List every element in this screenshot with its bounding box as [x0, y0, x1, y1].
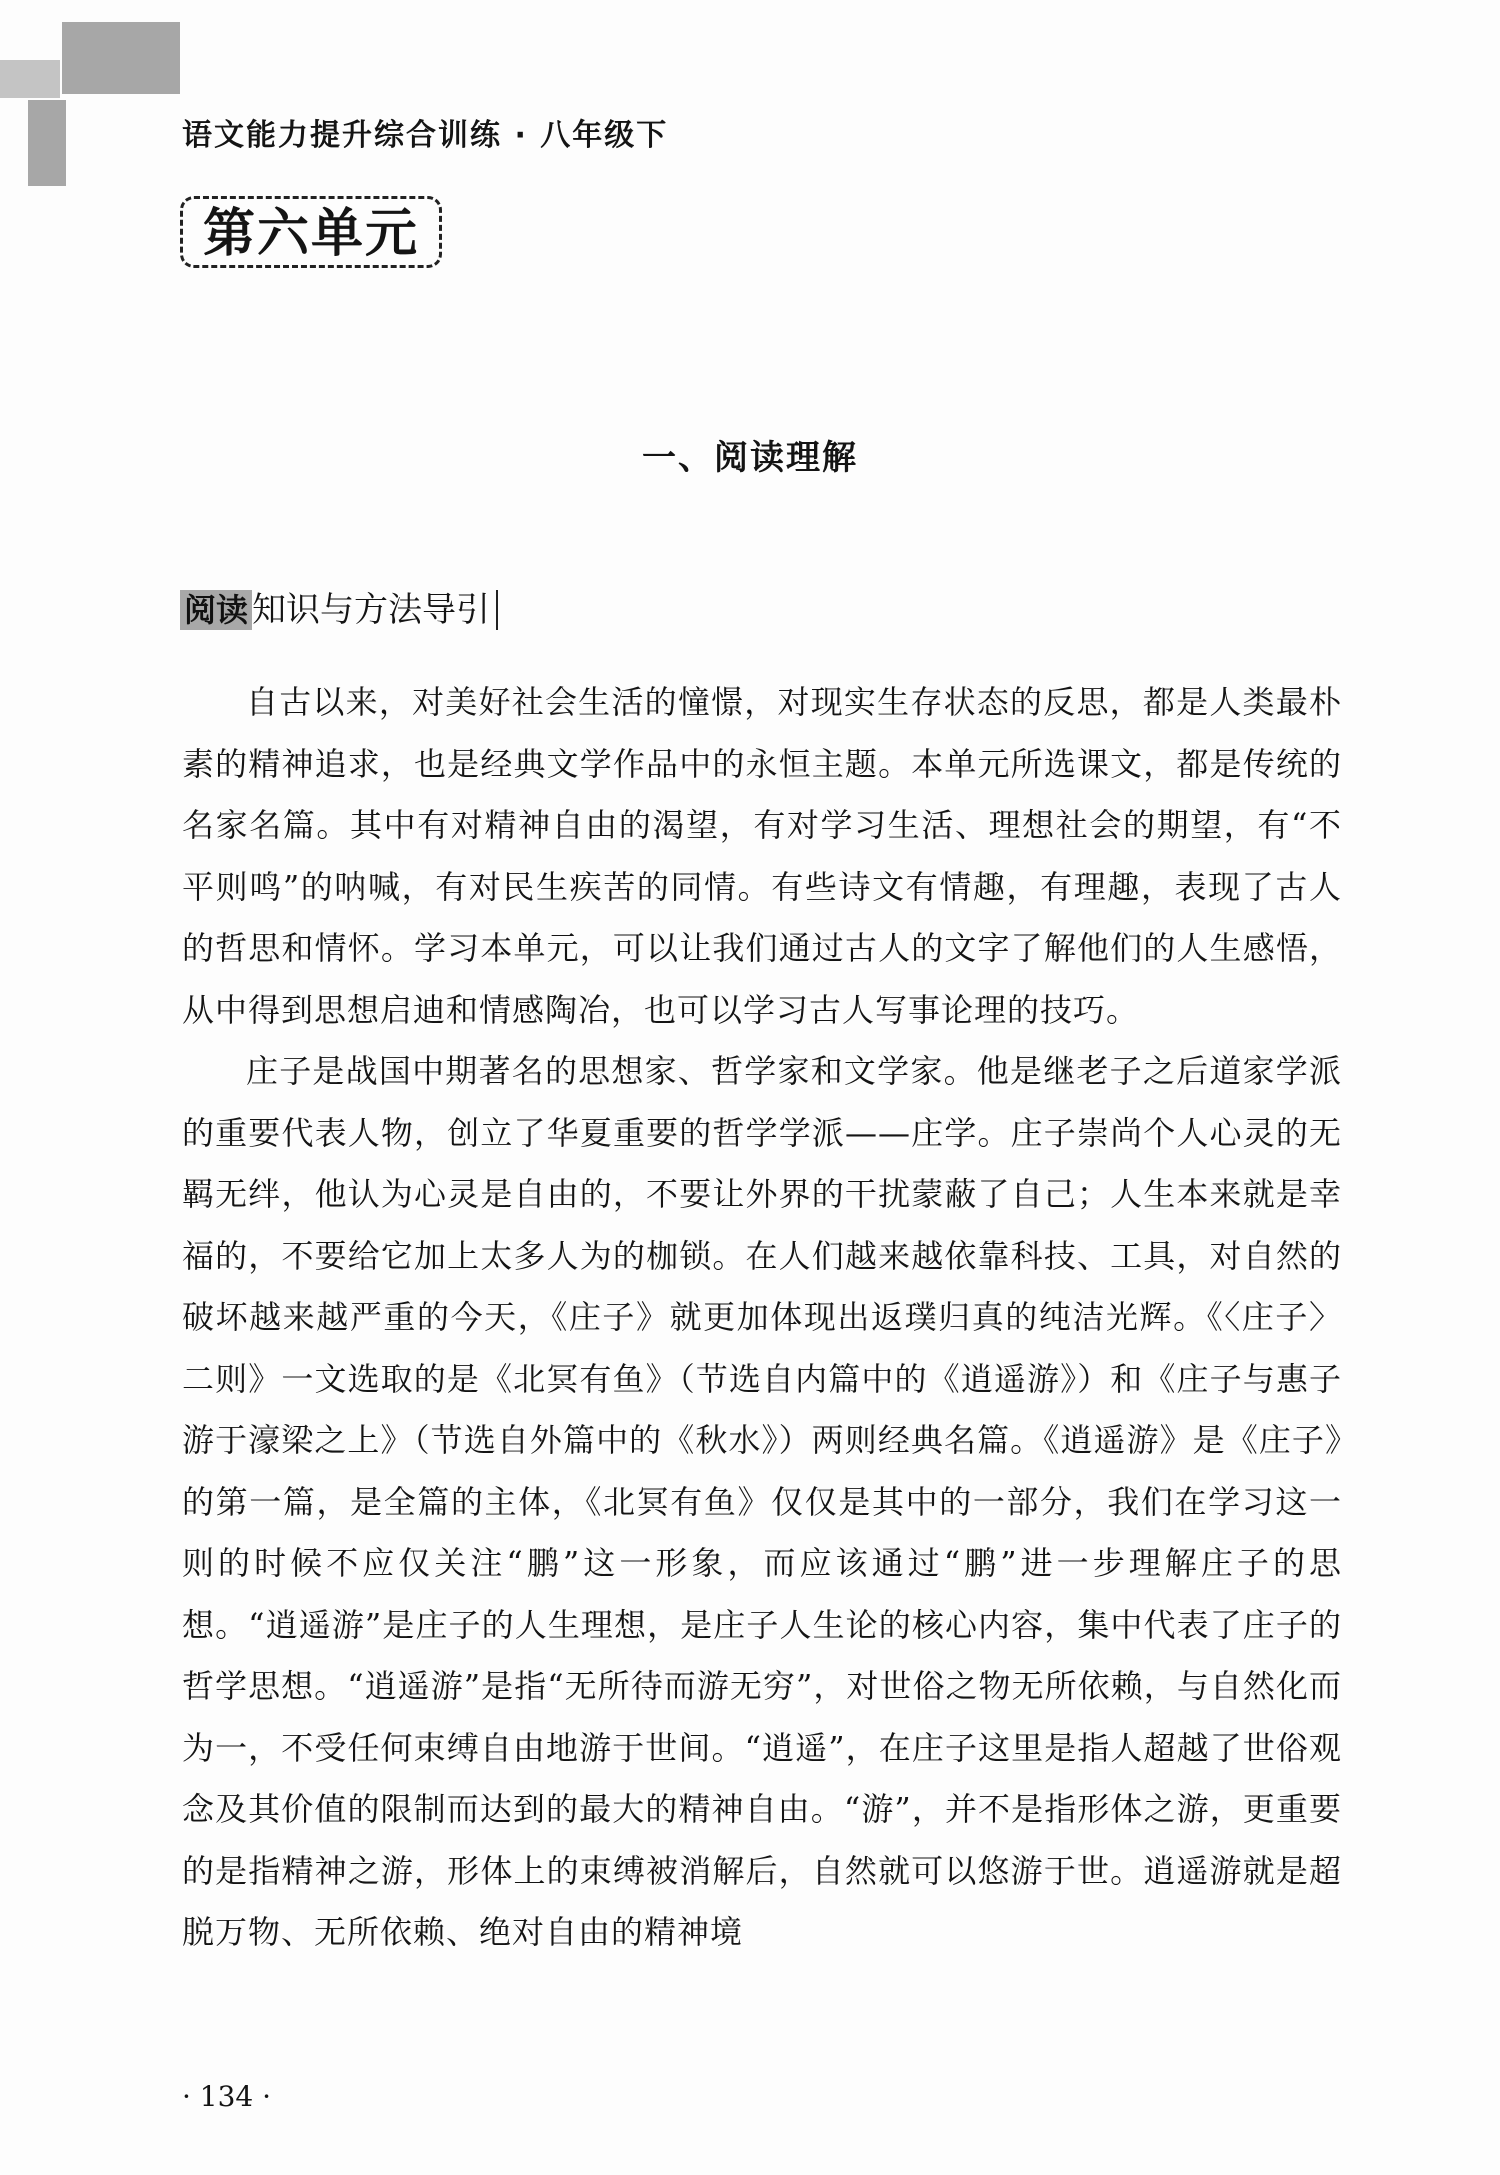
- corner-decoration-block: [28, 100, 66, 186]
- guide-heading-text: 知识与方法导引: [252, 590, 498, 630]
- unit-title: 第六单元: [180, 196, 442, 268]
- paragraph-2: 庄子是战国中期著名的思想家、哲学家和文学家。他是继老子之后道家学派的重要代表人物，创立了华夏重要的哲学学派——庄学。庄子崇尚个人心灵的无羁无绊，他认为心灵是自由的，不要让外界的干扰蒙蔽了自己；人生本来就是幸福的，不要给它加上太多人为的枷锁。在人们越来越依靠科技、工具，对自然的破坏越来越严重的今天，《庄子》就更加体现出返璞归真的纯洁光辉。《〈庄子〉二则》一文选取的是《北冥有鱼》（节选自内篇中的《逍遥游》）和《庄子与惠子游于濠梁之上》（节选自外篇中的《秋水》）两则经典名篇。《逍遥游》是《庄子》的第一篇，是全篇的主体，《北冥有鱼》仅仅是其中的一部分，我们在学习这一则的时候不应仅关注“鹏”这一形象，而应该通过“鹏”进一步理解庄子的思想。“逍遥游”是庄子的人生理想，是庄子人生论的核心内容，集中代表了庄子的哲学思想。“逍遥游”是指“无所待而游无穷”，对世俗之物无所依赖，与自然化而为一，不受任何束缚自由地游于世间。“逍遥”，在庄子这里是指人超越了世俗观念及其价值的限制而达到的最大的精神自由。“游”，并不是指形体之游，更重要的是指精神之游，形体上的束缚被消解后，自然就可以悠游于世。逍遥游就是超脱万物、无所依赖、绝对自由的精神境: [182, 1052, 1342, 1951]
- book-header-title: 语文能力提升综合训练 · 八年级下: [182, 118, 669, 153]
- paragraph-1: 自古以来，对美好社会生活的憧憬，对现实生存状态的反思，都是人类最朴素的精神追求，也是经典文学作品中的永恒主题。本单元所选课文，都是传统的名家名篇。其中有对精神自由的渴望，有对学习生活、理想社会的期望，有“不平则鸣”的呐喊，有对民生疾苦的同情。有些诗文有情趣，有理趣，表现了古人的哲思和情怀。学习本单元，可以让我们通过古人的文字了解他们的人生感悟，从中得到思想启迪和情感陶冶，也可以学习古人写事论理的技巧。: [182, 683, 1342, 1029]
- section-title: 一、阅读理解: [642, 438, 858, 478]
- corner-decoration-block: [62, 22, 180, 94]
- corner-decoration-block: [0, 60, 60, 98]
- page-number: · 134 ·: [182, 2080, 272, 2113]
- guide-tag: 阅读: [180, 590, 252, 630]
- body-text: [182, 672, 1342, 1964]
- guide-heading: [180, 590, 498, 636]
